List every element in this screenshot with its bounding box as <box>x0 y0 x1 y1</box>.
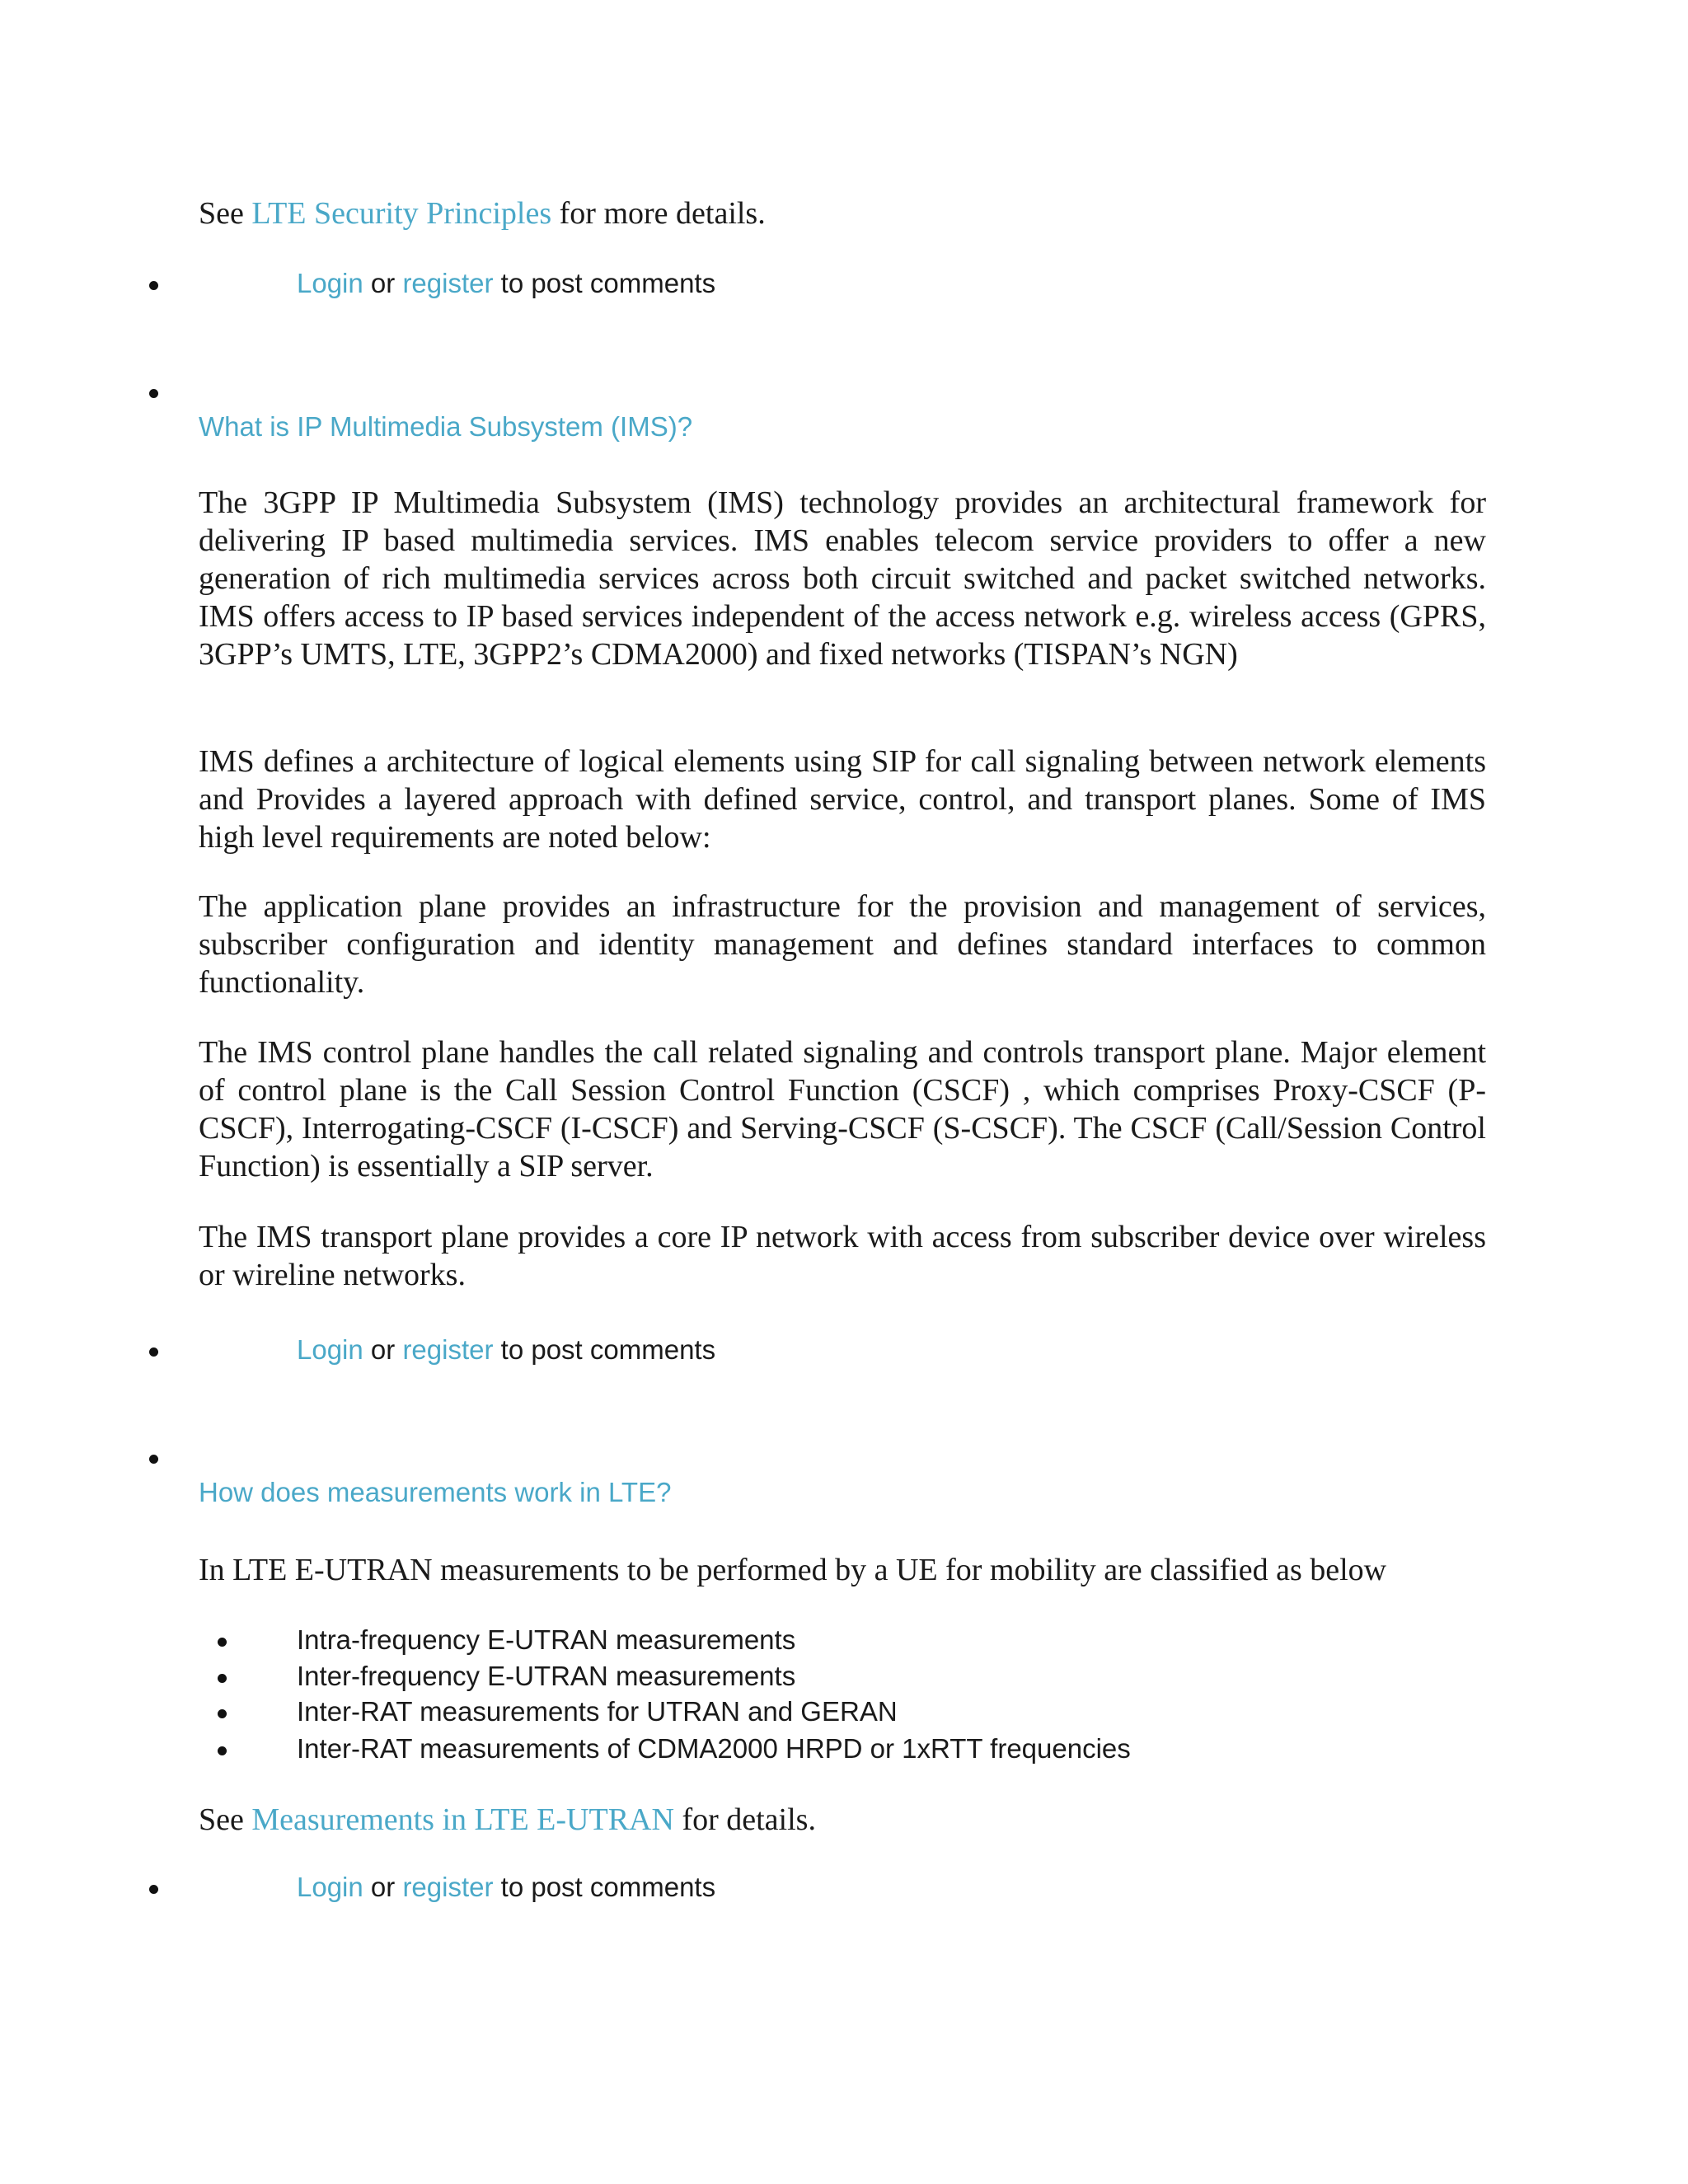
comment-links: Login or register to post comments <box>297 1334 716 1365</box>
list-item: Inter-RAT measurements for UTRAN and GERAN <box>297 1696 898 1727</box>
measurements-intro: In LTE E-UTRAN measurements to be performed by a UE for mobility are classified as below <box>199 1553 1387 1587</box>
bullet <box>149 389 158 398</box>
ims-paragraph-3: The application plane provides an infrastructure for the provision and management of services, subscriber configuration and identity management and defines standard interfaces to common functionality. <box>199 889 1486 1000</box>
list-item: Inter-frequency E-UTRAN measurements <box>297 1661 796 1691</box>
login-link[interactable]: Login <box>297 1334 363 1365</box>
see-more-line: See LTE Security Principles for more details. <box>199 196 766 231</box>
list-bullet <box>218 1709 227 1718</box>
ims-paragraph-1: The 3GPP IP Multimedia Subsystem (IMS) technology provides an architectural framework for delivering IP based multimedia services. IMS enables telecom service providers to offer a new generation of rich multimedia services across both circuit switched and packet switched networks. IMS offers access to IP based services independent of the access network e.g. wireless access (GPRS, 3GPP’s UMTS, LTE, 3GPP2’s CDMA2000) and fixed networks (TISPAN’s NGN) <box>199 485 1486 672</box>
bullet <box>149 1455 158 1464</box>
ims-paragraph-2: IMS defines a architecture of logical elements using SIP for call signaling between network elements and Provides a layered approach with defined service, control, and transport planes. Some of IMS high level requirements are noted below: <box>199 744 1486 855</box>
login-link[interactable]: Login <box>297 268 363 298</box>
list-bullet <box>218 1746 227 1755</box>
register-link[interactable]: register <box>402 268 494 298</box>
bullet <box>149 1885 158 1894</box>
comment-links: Login or register to post comments <box>297 1872 716 1902</box>
list-bullet <box>218 1674 227 1683</box>
login-link[interactable]: Login <box>297 1872 363 1902</box>
register-link[interactable]: register <box>402 1872 494 1902</box>
register-link[interactable]: register <box>402 1334 494 1365</box>
ims-paragraph-4: The IMS control plane handles the call related signaling and controls transport plane. Major element of control plane is the Call Session Control Function (CSCF) , which comprises Proxy-CSCF (P-CSCF), Interrogating-CSCF (I-CSCF) and Serving-CSCF (S-CSCF). The CSCF (Call/Session Control Function) is essentially a SIP server. <box>199 1035 1486 1183</box>
lte-security-principles-link[interactable]: LTE Security Principles <box>251 196 552 231</box>
measurements-heading-link[interactable]: How does measurements work in LTE? <box>199 1477 672 1507</box>
ims-heading-link[interactable]: What is IP Multimedia Subsystem (IMS)? <box>199 411 693 442</box>
ims-paragraph-5: The IMS transport plane provides a core IP network with access from subscriber device over wireless or wireline networks. <box>199 1220 1486 1292</box>
bullet <box>149 281 158 290</box>
list-item: Inter-RAT measurements of CDMA2000 HRPD or 1xRTT frequencies <box>297 1733 1131 1764</box>
bullet <box>149 1347 158 1357</box>
measurements-lte-link[interactable]: Measurements in LTE E-UTRAN <box>251 1802 674 1837</box>
see-details-line: See Measurements in LTE E-UTRAN for details. <box>199 1802 816 1837</box>
list-item: Intra-frequency E-UTRAN measurements <box>297 1624 796 1655</box>
comment-links: Login or register to post comments <box>297 268 716 298</box>
list-bullet <box>218 1638 227 1647</box>
